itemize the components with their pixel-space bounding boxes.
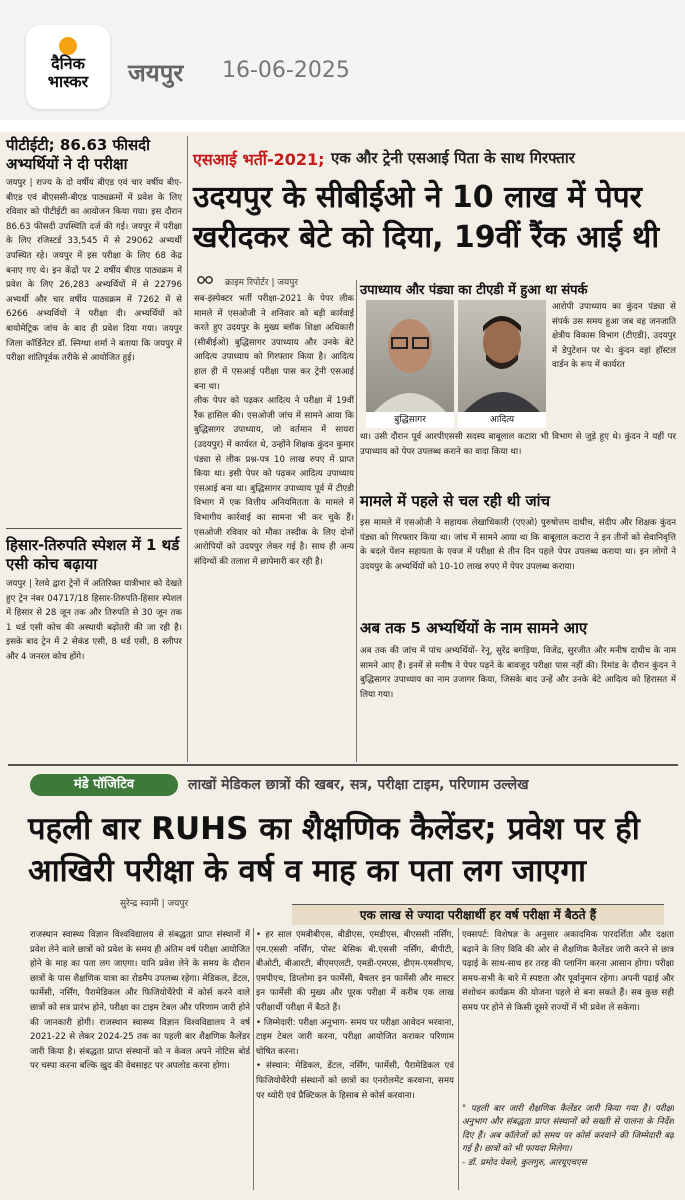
- left-body-2: जयपुर | रेलवे द्वारा ट्रेनों में अतिरिक्त यात्रीभार को देखते हुए ट्रेन नंबर 04717/18 हिसार-तिरुपति-हिसार स्पेशल में हिसार से 28 जून तक और तिरुपति से 30 जून तक 1 थर्ड एसी कोच की अस्थायी बढ़ोतरी की जा रही है। इसके बाद ट्रेन में 2 सेकंड एसी, 8 थर्ड एसी, 8 स्लीपर और 4 जनरल कोच होंगे।: [6, 579, 182, 662]
- subhead-contact: उपाध्याय और पंड्या का टीएडी में हुआ था संपर्क: [360, 283, 588, 298]
- photo-caption: बुद्धिसागर: [366, 412, 454, 428]
- sun-icon: [59, 37, 77, 55]
- left-headline-1: पीटीईटी; 86.63 फीसदी अभ्यर्थियों ने दी परीक्षा: [6, 136, 150, 173]
- expert-quote: " पहली बार जारी शैक्षणिक कैलेंडर जारी किया गया है। परीक्षा अनुभाग और संबद्धता प्राप्त संस्थानों को सख्ती से पालना के निर्देश दिए हैं। अब कॉलेजों को समय पर कोर्स करवाने की जिम्मेदारी बढ़ गई है। छात्रों को भी फायदा मिलेगा। - डॉ. प्रमोद येवले, कुलगुरु, आरयूएचएस: [462, 1104, 674, 1168]
- logo-text-line2: भास्कर: [47, 72, 89, 91]
- story-kicker: एसआई भर्ती-2021;: [193, 150, 325, 169]
- section-divider: [8, 764, 678, 766]
- app-header: [0, 0, 685, 120]
- right-body-top: आरोपी उपाध्याय का कुंदन पंड्या से संपर्क उस समय हुआ जब वह जनजाति क्षेत्रीय विकास विभाग (टीएडी), उदयपुर में डेपुटेशन पर थे। कुंदन वहां हॉस्टल वार्डन के रूप में कार्यरत: [552, 302, 676, 371]
- edition-date: 16-06-2025: [222, 58, 350, 83]
- monday-positive-tag: मंडे पॉजिटिव: [30, 774, 178, 796]
- right-body-top-cont: था। उसी दौरान पूर्व आरपीएससी सदस्य बाबूलाल कटारा भी विभाग से जुड़े हुए थे। कुंदन ने यहीं पर उपाध्याय को पेपर उपलब्ध कराने का वादा किया था।: [360, 432, 676, 457]
- subhead-investigation: मामले में पहले से चल रही थी जांच: [360, 492, 551, 510]
- person-icon: [366, 300, 454, 412]
- story-kicker-rest: एक और ट्रेनी एसआई पिता के साथ गिरफ्तार: [331, 149, 575, 167]
- handcuff-icon: [197, 272, 213, 286]
- bottom-column-3: एक्सपर्ट: विशेषज्ञ के अनुसार अकादमिक पारदर्शिता और दक्षता बढ़ाने के लिए विवि की ओर से शैक्षणिक कैलेंडर जारी करने से छात्र पढ़ाई के साथ-साथ हर तरह की प्लानिंग करना आसान होगा। परीक्षा समय-सभी के बारे में स्पष्टता और पूर्वानुमान रहेगा। अपनी पढ़ाई और संशोधन कार्यक्रम की योजना पहले से बना सकते हैं। सब कुछ सही समय पर होने से किसी दूसरे राज्यों में भी प्रवेश ले सकेगा।: [462, 930, 674, 1013]
- dainik-bhaskar-logo[interactable]: [26, 25, 110, 109]
- bottom-column-2: • हर साल एमबीबीएस, बीडीएस, एमडीएस, बीएससी नर्सिंग, एम.एससी नर्सिंग, पोस्ट बेसिक बी.एससी नर्सिंग, बीपीटी, बीओटी, बीआरटी, बीएमएलटी, एमडी-एमएस, डीएम-एमसीएच, एमपीएच, डिप्लोमा इन फार्मेसी, बैचलर इन फार्मेसी और मास्टर इन फार्मेसी की मुख्य और पूरक परीक्षा में करीब एक लाख परीक्षार्थी परीक्षा में बैठते हैं। • जिम्मेदारी: परीक्षा अनुभाग- समय पर परीक्षा आवेदन भरवाना, टाइम टेबल जारी करना, परीक्षा आयोजित कराकर परिणाम घोषित करना। • संस्थान: मेडिकल, डेंटल, नर्सिंग, फार्मेसी, पैरामेडिकल एवं फिजियोथैरेपी संस्थानों को छात्रों का एनरोलमेंट करवाना, समय पर थ्योरी एवं प्रैक्टिकल के हिसाब से कोर्स करवाना।: [256, 930, 454, 1101]
- main-headline: उदयपुर के सीबीईओ ने 10 लाख में पेपर खरीदकर बेटे को दिया, 19वीं रैंक आई थी: [193, 180, 660, 255]
- left-body-1: जयपुर | राज्य के दो वर्षीय बीएड एवं चार वर्षीय बीए-बीएड एवं बीएससी-बीएड पाठ्यक्रमों में प्रवेश के लिए रविवार को पीटीईटी का आयोजन किया गया। इस दौरान 86.63 फीसदी उपस्थिति दर्ज की गई। जयपुर में परीक्षा के लिए रजिस्टर्ड 33,545 में से 29062 अभ्यर्थी उपस्थित रहे। जयपुर में इस परीक्षा के लिए 68 केंद्र बनाए गए थे। इन केंद्रों पर 2 वर्षीय बीएड पाठ्यक्रम में प्रवेश के लिए 26,283 अभ्यर्थियों में से 22796 अभ्यर्थी और चार वर्षीय पाठ्यक्रम में 7262 में से 6266 अभ्यर्थियों ने परीक्षा दी। अभ्यर्थियों को बायोमेट्रिक जांच के बाद ही प्रवेश दिया गया। जयपुर जिला कॉर्डिनेटर डॉ. स्निग्धा शर्मा ने बताया कि जयपुर में परीक्षा शांतिपूर्वक तरीके से आयोजित हुई।: [6, 178, 182, 364]
- section-banner-text: लाखों मेडिकल छात्रों की खबर, सत्र, परीक्षा टाइम, परिणाम उल्लेख: [188, 777, 529, 793]
- column-divider: [253, 928, 254, 1190]
- story-byline: क्राइम रिपोर्टर | जयपुर: [225, 278, 299, 288]
- highlight-strip-text: एक लाख से ज्यादा परीक्षार्थी हर वर्ष परीक्षा में बैठते हैं: [359, 908, 597, 922]
- edition-city: जयपुर: [128, 59, 184, 87]
- column-divider: [458, 928, 459, 1190]
- bottom-column-1: राजस्थान स्वास्थ्य विज्ञान विश्वविद्यालय से संबद्धता प्राप्त संस्थानों में प्रवेश लेने वाले छात्रों को प्रवेश के समय ही अंतिम वर्ष परीक्षा आयोजित होने के माह का पता लग जाएगा। यानि प्रवेश लेने के समय के दौरान छात्रों के पास शैक्षणिक यात्रा का रोडमैप उपलब्ध रहेगा। मेडिकल, डेंटल, फार्मेसी, नर्सिंग, पैरामेडिकल और फिजियोथैरेपी में कोर्स करने वाले छात्रों को सत्र प्रारंभ होने, परीक्षा का टाइम टेबल और परिणाम जारी होने की जानकारी होगी। राजस्थान स्वास्थ्य विज्ञान विश्वविद्यालय ने वर्ष 2021-22 से लेकर 2024-25 तक का पहली बार शैक्षणिक कैलेंडर जारी किया है। संबद्धता प्राप्त संस्थानों को न केवल अपने नोटिस बोर्ड पर चस्पा करना बल्कि खुद की वेबसाइट पर अपलोड करना होगा।: [30, 930, 250, 1072]
- divider: [6, 528, 182, 529]
- subhead-candidates: अब तक 5 अभ्यर्थियों के नाम सामने आए: [360, 619, 588, 637]
- logo-text-line1: दैनिक: [51, 54, 85, 73]
- photo-caption: आदित्य: [458, 412, 546, 428]
- column-divider: [187, 136, 188, 762]
- photo-buddhisagar: [366, 300, 454, 428]
- main-body: सब-इंस्पेक्टर भर्ती परीक्षा-2021 के पेपर लीक मामले में एसओजी ने शनिवार को बड़ी कार्रवाई करते हुए उदयपुर के मुख्य ब्लॉक शिक्षा अधिकारी (सीबीईओ) बुद्धिसागर उपाध्याय और उनके बेटे आदित्य उपाध्याय को गिरफ्तार किया है। आदित्य हाल ही में एसआई परीक्षा पास कर ट्रेनी एसआई बना था। लीक पेपर को पढ़कर आदित्य ने परीक्षा में 19वीं रैंक हासिल की। एसओजी जांच में सामने आया कि बुद्धिसागर उपाध्याय, जो वर्तमान में सायरा (उदयपुर) में कार्यरत थे, उन्होंने शिक्षक कुंदन कुमार पंड्या से लीक प्रश्न-पत्र 10 लाख रुपए में प्राप्त किया था। इसी पेपर को पढ़कर आदित्य उपाध्याय एसआई बना था। बुद्धिसागर उपाध्याय पूर्व में टीएडी विभाग में एक वित्तीय अनियमितता के मामले में विभागीय कार्रवाई का सामना भी कर चुके हैं। एसओजी रविवार को मौका तस्दीक के लिए दोनों आरोपियों को उदयपुर लेकर गई है। साथ ही अन्य संदिग्धों की तलाश में छापेमारी कर रही है।: [194, 294, 354, 567]
- right-body-low: अब तक की जांच में पांच अभ्यर्थियों- रेनू, सुरेंद्र बगड़िया, विजेंद्र, सुरजीत और मनीष दाधीच के नाम सामने आए हैं। इनमें से मनीष ने पेपर पढ़ने के बावजूद परीक्षा पास नहीं की। रिमांड के दौरान कुंदन ने बुद्धिसागर उपाध्याय का नाम उजागर किया, जिसके बाद उन्हें और उनके बेटे आदित्य को हिरासत में लिया गया।: [360, 646, 676, 700]
- bottom-byline: सुरेन्द्र स्वामी | जयपुर: [120, 899, 189, 909]
- right-body-mid: इस मामले में एसओजी ने सहायक लेखाधिकारी (एएओ) पुरुषोत्तम दाधीच, संदीप और शिक्षक कुंदन पंड्या को गिरफ्तार किया था। जांच में सामने आया था कि बाबूलाल कटारा ने इन तीनों को सेवानिवृत्ति के बदले पेंशन सहायता के एवज में परीक्षा से तीन दिन पहले पेपर उपलब्ध कराया था। इन लोगों ने उदयपुर के अभ्यर्थियों को 10-10 लाख रुपए में पेपर उपलब्ध कराया।: [360, 518, 676, 572]
- column-divider: [356, 280, 357, 762]
- photo-aditya: [458, 300, 546, 428]
- bottom-headline: पहली बार RUHS का शैक्षणिक कैलेंडर; प्रवेश पर ही आखिरी परीक्षा के वर्ष व माह का पता लग जाएगा: [28, 811, 640, 889]
- left-headline-2: हिसार-तिरुपति स्पेशल में 1 थर्ड एसी कोच बढ़ाया: [6, 536, 180, 573]
- person-icon: [458, 300, 546, 412]
